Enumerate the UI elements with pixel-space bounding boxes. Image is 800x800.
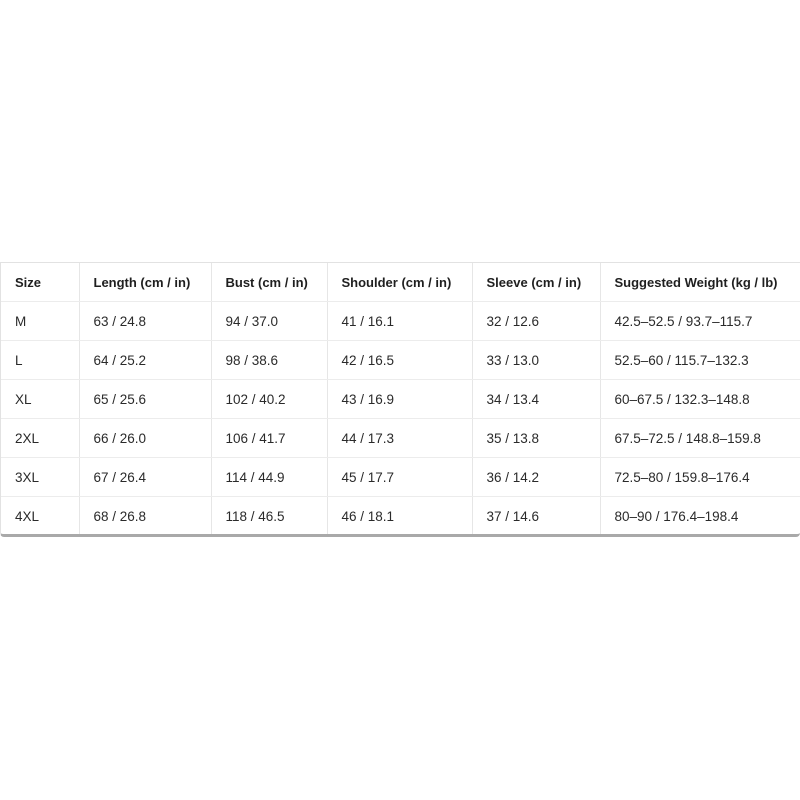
header-suggested-weight: Suggested Weight (kg / lb) — [600, 263, 800, 302]
table-row — [1, 302, 800, 341]
cell-shoulder: 42 / 16.5 — [327, 341, 472, 380]
table-row — [1, 341, 800, 380]
cell-shoulder: 46 / 18.1 — [327, 497, 472, 536]
cell-bust: 102 / 40.2 — [211, 380, 327, 419]
cell-shoulder: 41 / 16.1 — [327, 302, 472, 341]
cell-bust: 118 / 46.5 — [211, 497, 327, 536]
cell-size: XL — [1, 380, 79, 419]
cell-length: 64 / 25.2 — [79, 341, 211, 380]
cell-sleeve: 34 / 13.4 — [472, 380, 600, 419]
table-row — [1, 419, 800, 458]
size-chart-table — [1, 263, 800, 535]
cell-sleeve: 33 / 13.0 — [472, 341, 600, 380]
header-sleeve: Sleeve (cm / in) — [472, 263, 600, 302]
header-length: Length (cm / in) — [79, 263, 211, 302]
cell-sleeve: 32 / 12.6 — [472, 302, 600, 341]
cell-shoulder: 44 / 17.3 — [327, 419, 472, 458]
size-chart — [0, 262, 800, 537]
header-shoulder: Shoulder (cm / in) — [327, 263, 472, 302]
cell-bust: 98 / 38.6 — [211, 341, 327, 380]
cell-size: M — [1, 302, 79, 341]
cell-suggested-weight: 67.5–72.5 / 148.8–159.8 — [600, 419, 800, 458]
cell-bust: 106 / 41.7 — [211, 419, 327, 458]
cell-size: 3XL — [1, 458, 79, 497]
cell-suggested-weight: 52.5–60 / 115.7–132.3 — [600, 341, 800, 380]
table-row — [1, 380, 800, 419]
cell-suggested-weight: 42.5–52.5 / 93.7–115.7 — [600, 302, 800, 341]
cell-sleeve: 37 / 14.6 — [472, 497, 600, 536]
cell-size: L — [1, 341, 79, 380]
cell-sleeve: 36 / 14.2 — [472, 458, 600, 497]
cell-suggested-weight: 72.5–80 / 159.8–176.4 — [600, 458, 800, 497]
cell-length: 68 / 26.8 — [79, 497, 211, 536]
cell-length: 67 / 26.4 — [79, 458, 211, 497]
cell-length: 66 / 26.0 — [79, 419, 211, 458]
header-bust: Bust (cm / in) — [211, 263, 327, 302]
cell-bust: 114 / 44.9 — [211, 458, 327, 497]
cell-shoulder: 43 / 16.9 — [327, 380, 472, 419]
header-size: Size — [1, 263, 79, 302]
cell-sleeve: 35 / 13.8 — [472, 419, 600, 458]
cell-length: 63 / 24.8 — [79, 302, 211, 341]
table-row — [1, 458, 800, 497]
cell-bust: 94 / 37.0 — [211, 302, 327, 341]
cell-size: 2XL — [1, 419, 79, 458]
cell-shoulder: 45 / 17.7 — [327, 458, 472, 497]
cell-length: 65 / 25.6 — [79, 380, 211, 419]
table-row — [1, 497, 800, 536]
cell-size: 4XL — [1, 497, 79, 536]
header-row — [1, 263, 800, 302]
cell-suggested-weight: 60–67.5 / 132.3–148.8 — [600, 380, 800, 419]
cell-suggested-weight: 80–90 / 176.4–198.4 — [614, 508, 739, 524]
